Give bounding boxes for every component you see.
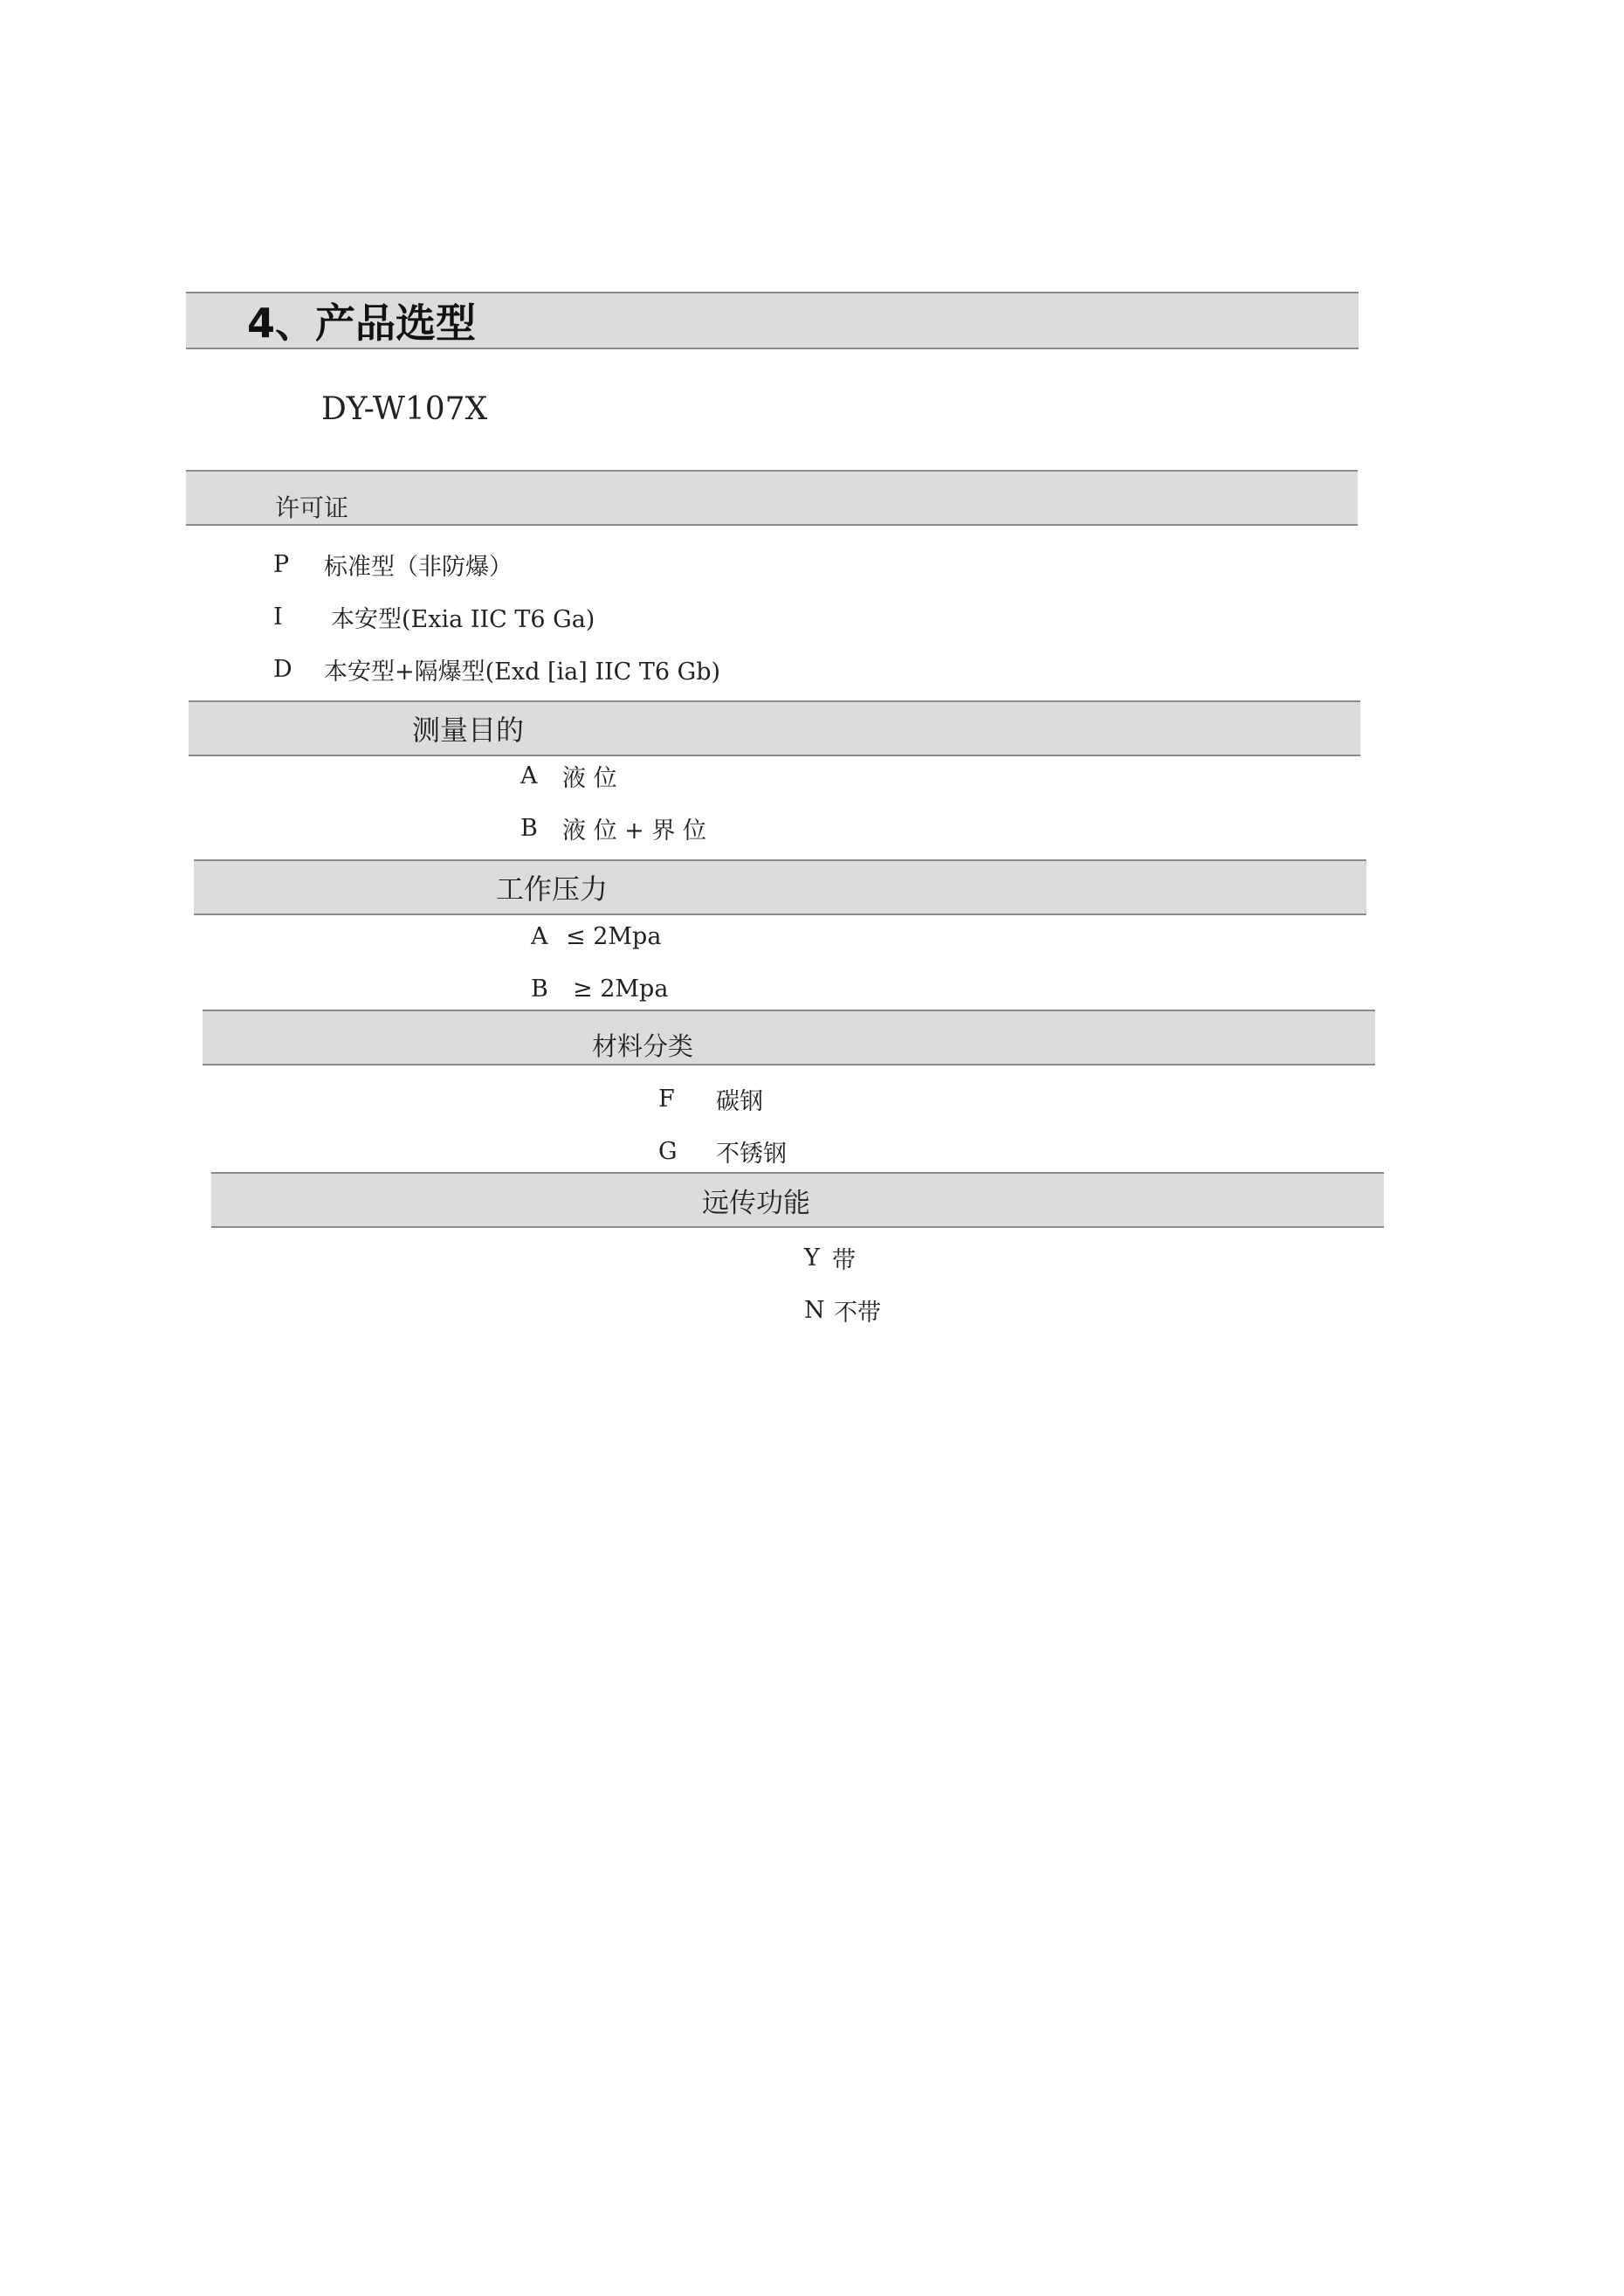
section-label-license: 许可证 <box>275 493 349 522</box>
option-code: P <box>273 550 290 578</box>
model-code: DY-W107X <box>321 391 488 427</box>
section-band-license <box>186 470 1358 526</box>
option-code: D <box>273 655 292 683</box>
option-license-i <box>273 601 595 632</box>
section-band-material <box>203 1010 1375 1065</box>
option-desc: ≥ 2Mpa <box>573 975 669 1003</box>
option-code: B <box>520 814 538 842</box>
option-code: I <box>273 603 283 631</box>
section-band-remote <box>211 1172 1384 1228</box>
option-desc: 碳钢 <box>716 1087 763 1115</box>
option-license-d <box>273 653 720 685</box>
option-desc: 标准型（非防爆） <box>324 553 513 581</box>
section-label-pressure: 工作压力 <box>496 872 609 906</box>
section-label-remote: 远传功能 <box>702 1187 810 1219</box>
option-code: B <box>531 975 548 1003</box>
section-label-material: 材料分类 <box>592 1031 694 1061</box>
option-desc: 液 位 + 界 位 <box>562 817 706 845</box>
option-purpose-b <box>520 812 706 844</box>
option-code: A <box>531 922 548 950</box>
option-desc: 本安型+隔爆型(Exd [ia] IIC T6 Gb) <box>324 658 721 686</box>
section-title: 4、产品选型 <box>247 300 477 347</box>
option-code: F <box>658 1085 675 1113</box>
option-purpose-a <box>520 760 617 791</box>
section-label-purpose: 测量目的 <box>412 714 525 747</box>
option-pressure-a <box>531 920 661 952</box>
section-band-pressure <box>194 859 1366 915</box>
option-desc: 不锈钢 <box>716 1140 787 1168</box>
option-license-p <box>273 548 513 580</box>
option-desc: 本安型(Exia IIC T6 Ga) <box>331 605 595 633</box>
option-remote-y <box>804 1242 856 1273</box>
option-material-f <box>658 1083 763 1114</box>
option-desc: ≤ 2Mpa <box>566 922 662 950</box>
option-code: G <box>658 1137 678 1165</box>
option-pressure-b <box>531 973 668 1004</box>
option-desc: 不带 <box>834 1299 881 1327</box>
section-band-purpose <box>189 700 1360 756</box>
option-code: A <box>520 762 538 789</box>
section-title-band <box>186 292 1359 349</box>
option-remote-n <box>804 1294 881 1326</box>
option-desc: 液 位 <box>562 764 617 792</box>
option-material-g <box>658 1135 787 1167</box>
option-desc: 带 <box>832 1246 856 1274</box>
option-code: Y <box>804 1244 820 1272</box>
option-code: N <box>804 1296 825 1324</box>
